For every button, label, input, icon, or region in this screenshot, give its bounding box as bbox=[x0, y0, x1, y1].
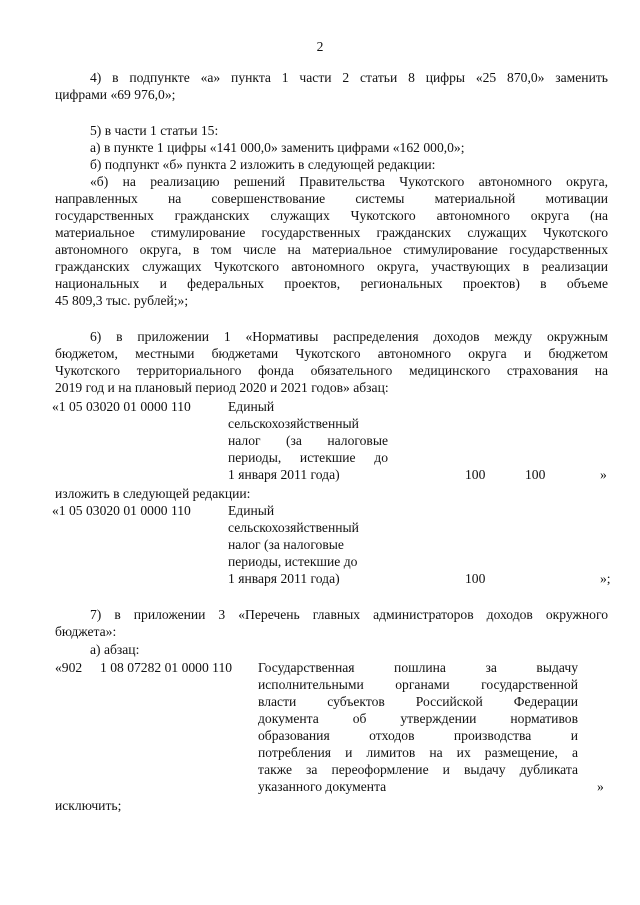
row-name-line: потребления и лимитов на их размещение, а bbox=[258, 745, 578, 760]
item-5-quote-line: автономного округа, в том числе на материальное стимулирование государственных bbox=[55, 242, 608, 257]
row-name-line: образования отходов производства и bbox=[258, 728, 578, 743]
row-value-1: 100 bbox=[465, 467, 486, 482]
row-close-quote: » bbox=[597, 779, 604, 794]
item-5-quote-line: государственных гражданских служащих Чукотского автономного округа (на bbox=[55, 208, 608, 223]
row-name-line: сельскохозяйственный bbox=[228, 416, 359, 431]
item-5-quote-line: материальное стимулирование государственных гражданских служащих Чукотского bbox=[55, 225, 608, 240]
row-name-line: сельскохозяйственный bbox=[228, 520, 359, 535]
item-4-line-2: цифрами «69 976,0»; bbox=[55, 87, 176, 102]
row-name-line: документа об утверждении нормативов bbox=[258, 711, 578, 726]
row-name-line: периоды, истекшие до bbox=[228, 450, 388, 465]
item-6-line: 6) в приложении 1 «Нормативы распределения доходов между окружным bbox=[90, 329, 608, 344]
item-7-line-2: бюджета»: bbox=[55, 624, 117, 639]
item-6-line: 2019 год и на плановый период 2020 и 2021 годов» абзац: bbox=[55, 380, 389, 395]
row-value-2: 100 bbox=[525, 467, 546, 482]
page-number: 2 bbox=[316, 39, 324, 54]
row-name-line: указанного документа bbox=[258, 779, 387, 794]
row-name-line: налог (за налоговые bbox=[228, 433, 388, 448]
row-name-line: периоды, истекшие до bbox=[228, 554, 358, 569]
row-admin-code: «902 bbox=[55, 660, 83, 675]
exclude-text: исключить; bbox=[55, 798, 122, 813]
item-7-sub-a: а) абзац: bbox=[90, 642, 140, 657]
row-code: 1 08 07282 01 0000 110 bbox=[100, 660, 233, 675]
row-close-quote: »; bbox=[600, 571, 611, 586]
item-5-quote-line: 45 809,3 тыс. рублей;»; bbox=[55, 293, 189, 308]
item-5-quote-line: национальных и федеральных проектов, региональных проектов) в объеме bbox=[55, 276, 608, 291]
item-6-line: бюджетом, местными бюджетами Чукотского автономного округа и бюджетом bbox=[55, 346, 608, 361]
replace-text: изложить в следующей редакции: bbox=[55, 486, 251, 501]
row-code: «1 05 03020 01 0000 110 bbox=[52, 399, 191, 414]
item-5-sub-b: б) подпункт «б» пункта 2 изложить в следующей редакции: bbox=[90, 157, 436, 172]
item-5-quote-line: «б) на реализацию решений Правительства Чукотского автономного округа, bbox=[90, 174, 608, 189]
row-name-line: 1 января 2011 года) bbox=[228, 571, 340, 586]
row-name-line: Государственная пошлина за выдачу bbox=[258, 660, 578, 675]
row-value-1: 100 bbox=[465, 571, 486, 586]
item-4-line-1: 4) в подпункте «а» пункта 1 части 2 статьи 8 цифры «25 870,0» заменить bbox=[90, 70, 608, 85]
row-name-line: налог (за налоговые bbox=[228, 537, 344, 552]
row-close-quote: » bbox=[600, 467, 607, 482]
row-name-line: исполнительными органами государственной bbox=[258, 677, 578, 692]
row-code: «1 05 03020 01 0000 110 bbox=[52, 503, 191, 518]
row-name-line: также за переоформление и выдачу дубликата bbox=[258, 762, 578, 777]
row-name-line: Единый bbox=[228, 503, 275, 518]
item-5-title: 5) в части 1 статьи 15: bbox=[90, 123, 219, 138]
row-name-line: 1 января 2011 года) bbox=[228, 467, 340, 482]
row-name-line: власти субъектов Российской Федерации bbox=[258, 694, 578, 709]
item-6-line: Чукотского территориального фонда обязательного медицинского страхования на bbox=[55, 363, 608, 378]
item-5-quote-line: направленных на совершенствование системы материальной мотивации bbox=[55, 191, 608, 206]
item-7-line-1: 7) в приложении 3 «Перечень главных администраторов доходов окружного bbox=[90, 607, 608, 622]
row-name-line: Единый bbox=[228, 399, 275, 414]
item-5-sub-a: а) в пункте 1 цифры «141 000,0» заменить цифрами «162 000,0»; bbox=[90, 140, 465, 155]
item-5-quote-line: гражданских служащих Чукотского автономного округа, участвующих в реализации bbox=[55, 259, 608, 274]
